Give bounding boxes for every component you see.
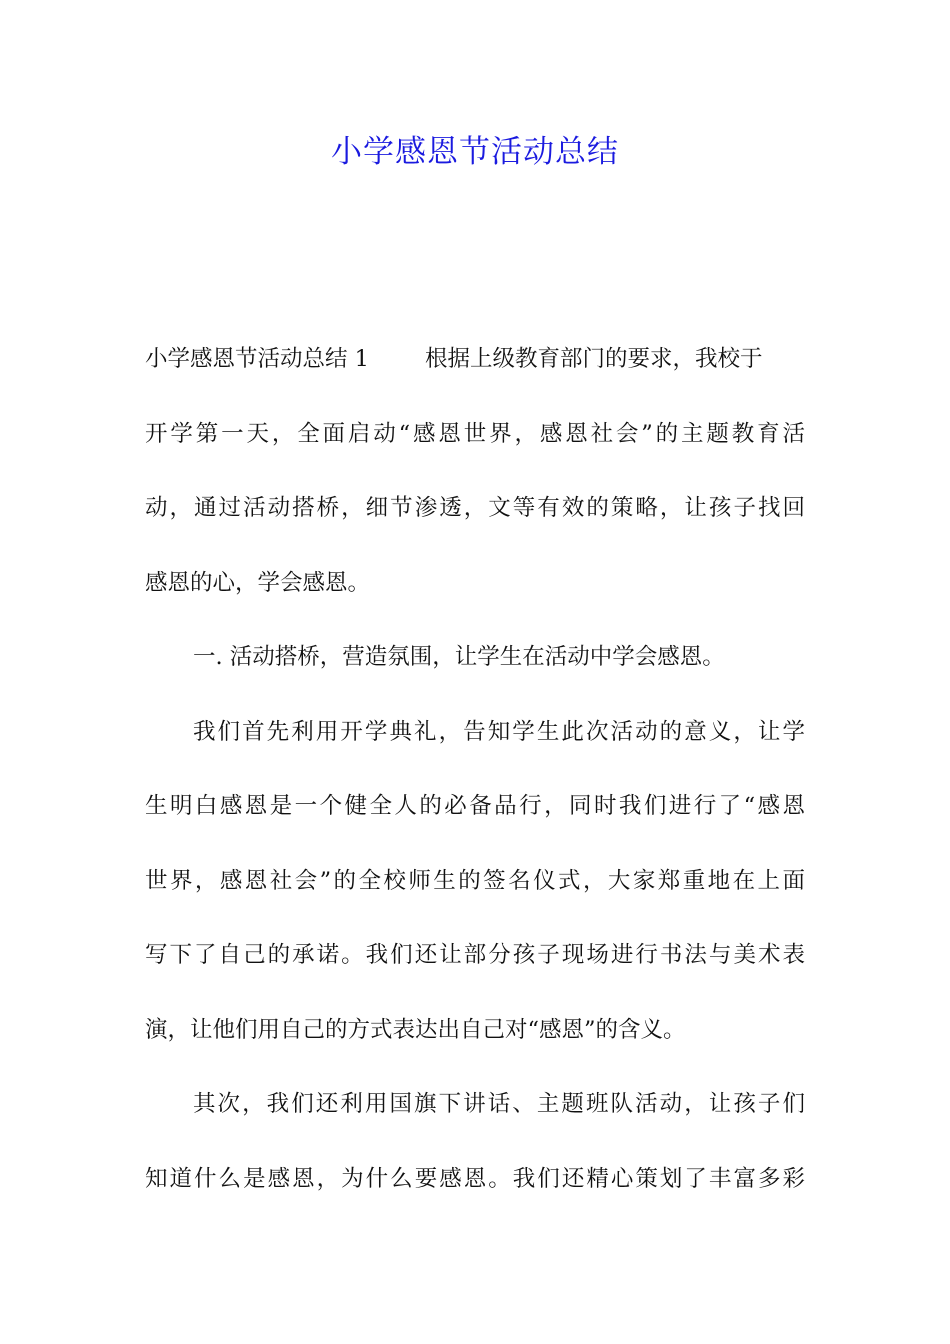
paragraph-line-10: 演，让他们用自己的方式表达出自己对“感恩”的含义。 <box>145 1016 686 1043</box>
section-heading-inline: 小学感恩节活动总结 1 <box>145 346 369 372</box>
paragraph-line-6: 我们首先利用开学典礼，告知学生此次活动的意义，让学 <box>193 718 805 745</box>
paragraph-line-3: 动，通过活动搭桥，细节渗透，文等有效的策略，让孩子找回 <box>145 495 805 521</box>
paragraph-line-12: 知道什么是感恩，为什么要感恩。我们还精心策划了丰富多彩 <box>145 1165 805 1192</box>
paragraph-text: 根据上级教育部门的要求，我校于 <box>424 346 763 372</box>
paragraph-line-2: 开学第一天，全面启动“感恩世界，感恩社会”的主题教育活 <box>145 420 805 447</box>
paragraph-line-11: 其次，我们还利用国旗下讲话、主题班队活动，让孩子们 <box>193 1091 805 1117</box>
paragraph-line-7: 生明白感恩是一个健全人的必备品行，同时我们进行了“感恩 <box>145 793 805 819</box>
paragraph-line-8: 世界，感恩社会”的全校师生的签名仪式，大家郑重地在上面 <box>145 867 805 894</box>
subheading-line: 一. 活动搭桥，营造氛围，让学生在活动中学会感恩。 <box>193 644 725 670</box>
paragraph-line-1 <box>145 337 805 412</box>
paragraph-line-9: 写下了自己的承诺。我们还让部分孩子现场进行书法与美术表 <box>145 942 805 968</box>
document-title: 小学感恩节活动总结 <box>331 134 619 170</box>
paragraph-line-4: 感恩的心，学会感恩。 <box>145 569 371 596</box>
document-body <box>145 337 805 1231</box>
